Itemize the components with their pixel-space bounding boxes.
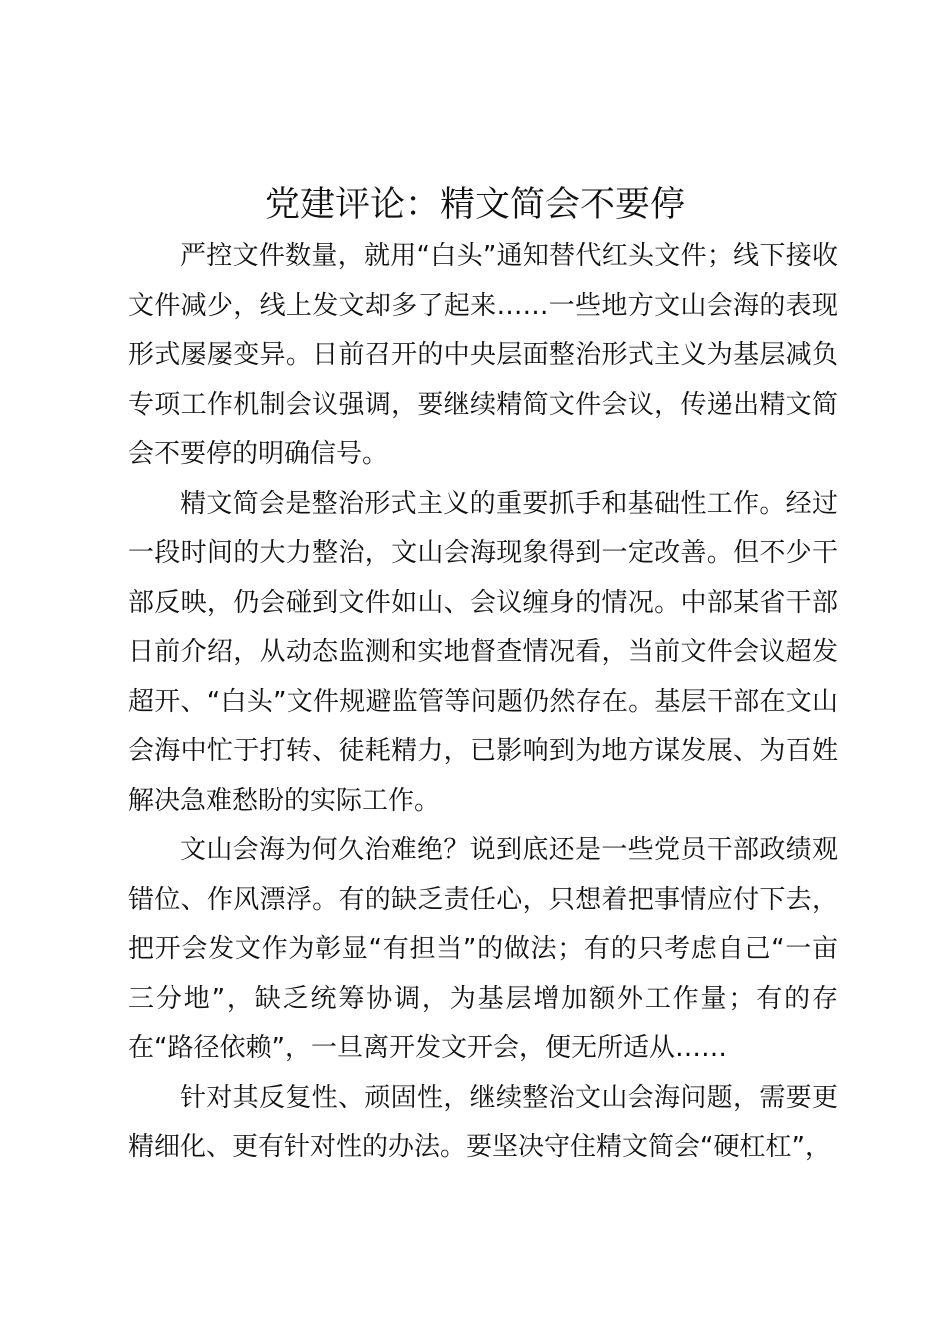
paragraph-2: 精文简会是整治形式主义的重要抓手和基础性工作。经过一段时间的大力整治，文山会海现象得到一定改善。但不少干部反映，仍会碰到文件如山、会议缠身的情况。中部某省干部日前介绍，从动态监测和实地督查情况看，当前文件会议超发超开、“白头”文件规避监管等问题仍然存在。基层干部在文山会海中忙于打转、徒耗精力，已影响到为地方谋发展、为百姓解决急难愁盼的实际工作。	[128, 488, 838, 816]
document-title: 党建评论：精文简会不要停	[264, 185, 685, 225]
paragraph-3: 文山会海为何久治难绝？说到底还是一些党员干部政绩观错位、作风漂浮。有的缺乏责任心，只想着把事情应付下去，把开会发文作为彰显“有担当”的做法；有的只考虑自己“一亩三分地”，缺乏统筹协调，为基层增加额外工作量；有的存在“路径依赖”，一旦离开发文开会，便无所适从……	[128, 835, 838, 1063]
paragraph-1: 严控文件数量，就用“白头”通知替代红头文件；线下接收文件减少，线上发文却多了起来……一些地方文山会海的表现形式屡屡变异。日前召开的中央层面整治形式主义为基层减负专项工作机制会议强调，要继续精简文件会议，传递出精文简会不要停的明确信号。	[128, 241, 838, 469]
document-body	[128, 232, 838, 1173]
paragraph-4: 针对其反复性、顽固性，继续整治文山会海问题，需要更精细化、更有针对性的办法。要坚决守住精文简会“硬杠杠”，	[128, 1082, 838, 1162]
